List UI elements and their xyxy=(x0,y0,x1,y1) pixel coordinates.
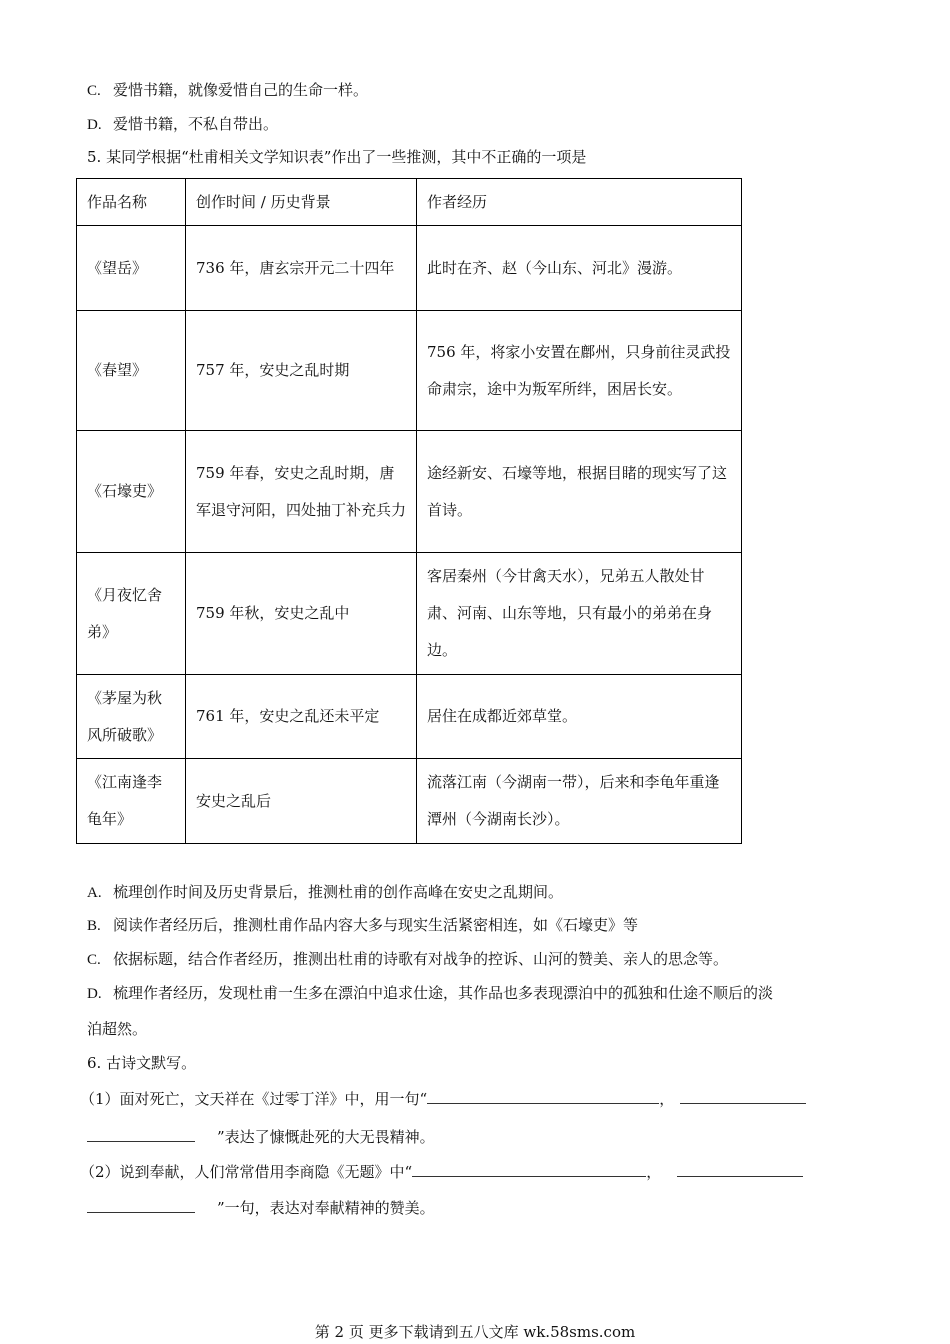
q6-item-2-suffix: ”一句，表达对奉献精神的赞美。 xyxy=(217,1199,435,1217)
q6-item-1 xyxy=(80,1087,806,1109)
option-a xyxy=(87,882,563,903)
table-row xyxy=(77,311,742,431)
separator: ， xyxy=(659,1090,675,1108)
cell-time: 安史之乱后 xyxy=(186,759,417,844)
cell-experience: 居住在成都近郊草堂。 xyxy=(417,675,742,759)
option-text: 爱惜书籍，就像爱惜自己的生命一样。 xyxy=(113,81,369,99)
separator: ， xyxy=(646,1163,662,1181)
option-text: 依据标题，结合作者经历，推测出杜甫的诗歌有对战争的控诉、山河的赞美、亲人的思念等。 xyxy=(113,950,729,968)
cell-experience: 客居秦州（今甘禽天水），兄弟五人散处甘肃、河南、山东等地，只有最小的弟弟在身边。 xyxy=(417,553,742,675)
cell-work: 《茅屋为秋风所破歌》 xyxy=(77,675,186,759)
cell-experience: 流落江南（今湖南一带），后来和李龟年重逢 潭州（今湖南长沙）。 xyxy=(417,759,742,844)
option-text: 爱惜书籍，不私自带出。 xyxy=(113,115,279,133)
answer-blank[interactable] xyxy=(680,1087,806,1104)
cell-time: 759 年秋，安史之乱中 xyxy=(186,553,417,675)
cell-work: 《江南逢李龟年》 xyxy=(77,759,186,844)
option-d-prev xyxy=(87,114,278,135)
table-row xyxy=(77,675,742,759)
option-letter: B. xyxy=(87,918,101,934)
cell-work: 《望岳》 xyxy=(77,226,186,311)
option-letter: C. xyxy=(87,952,101,968)
option-b xyxy=(87,915,638,936)
option-d-continuation: 泊超然。 xyxy=(87,1020,148,1038)
answer-blank[interactable] xyxy=(87,1196,195,1213)
table-row xyxy=(77,226,742,311)
q6-item-1-suffix: ”表达了慷慨赴死的大无畏精神。 xyxy=(217,1128,435,1146)
option-letter: C. xyxy=(87,83,101,99)
header-time: 创作时间 / 历史背景 xyxy=(186,179,417,226)
cell-experience: 756 年，将家小安置在鄜州，只身前往灵武投命肃宗，途中为叛军所绊，困居长安。 xyxy=(417,311,742,431)
cell-work: 《月夜忆舍弟》 xyxy=(77,553,186,675)
header-experience: 作者经历 xyxy=(417,179,742,226)
cell-experience: 此时在齐、赵（今山东、河北》漫游。 xyxy=(417,226,742,311)
option-text: 梳理创作时间及历史背景后，推测杜甫的创作高峰在安史之乱期间。 xyxy=(113,883,564,901)
q6-item-2-cont xyxy=(87,1196,435,1218)
option-d xyxy=(87,983,773,1004)
knowledge-table xyxy=(76,178,742,844)
cell-experience: 途经新安、石壕等地，根据目睹的现实写了这首诗。 xyxy=(417,431,742,553)
answer-blank[interactable] xyxy=(427,1087,659,1104)
option-letter: D. xyxy=(87,986,102,1002)
answer-blank[interactable] xyxy=(87,1125,195,1142)
option-c-prev xyxy=(87,80,368,101)
option-text: 梳理作者经历，发现杜甫一生多在漂泊中追求仕途，其作品也多表现漂泊中的孤独和仕途不顺后的淡 xyxy=(113,984,774,1002)
table-row xyxy=(77,431,742,553)
cell-time: 759 年春，安史之乱时期，唐军退守河阳，四处抽丁补充兵力 xyxy=(186,431,417,553)
answer-blank[interactable] xyxy=(677,1160,803,1177)
question-5-stem: 5. 某同学根据“杜甫相关文学知识表”作出了一些推测，其中不正确的一项是 xyxy=(87,148,587,166)
table-header-row xyxy=(77,179,742,226)
option-letter: D. xyxy=(87,117,102,133)
answer-blank[interactable] xyxy=(412,1160,646,1177)
cell-time: 736 年，唐玄宗开元二十四年 xyxy=(186,226,417,311)
q6-item-1-cont xyxy=(87,1125,435,1147)
cell-work: 《石壕吏》 xyxy=(77,431,186,553)
q6-item-1-prefix: （1）面对死亡，文天祥在《过零丁洋》中，用一句“ xyxy=(80,1090,428,1108)
question-6-stem: 6. 古诗文默写。 xyxy=(87,1054,197,1072)
header-work: 作品名称 xyxy=(77,179,186,226)
q6-item-2 xyxy=(80,1160,803,1182)
cell-work: 《春望》 xyxy=(77,311,186,431)
cell-time: 757 年，安史之乱时期 xyxy=(186,311,417,431)
option-c xyxy=(87,949,728,970)
table-row xyxy=(77,553,742,675)
table-row xyxy=(77,759,742,844)
cell-time: 761 年，安史之乱还未平定 xyxy=(186,675,417,759)
q6-item-2-prefix: （2）说到奉献，人们常常借用李商隐《无题》中“ xyxy=(80,1163,413,1181)
page-footer: 第 2 页 更多下载请到五八文库 wk.58sms.com xyxy=(314,1323,636,1341)
option-letter: A. xyxy=(87,885,102,901)
option-text: 阅读作者经历后，推测杜甫作品内容大多与现实生活紧密相连，如《石壕吏》等 xyxy=(113,916,639,934)
